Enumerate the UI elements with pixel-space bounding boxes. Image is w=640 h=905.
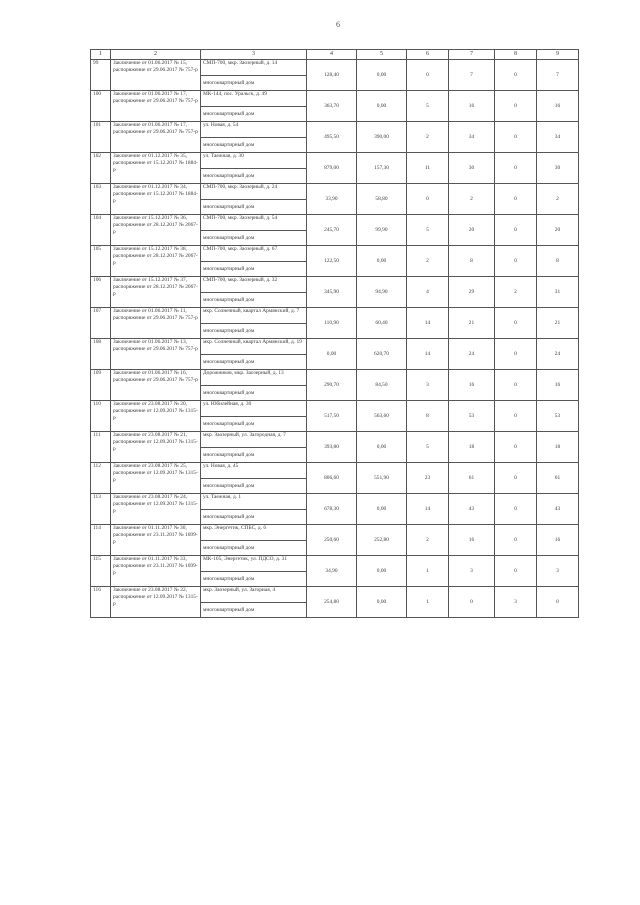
table-row: [91, 556, 579, 572]
value-cell-col-8: 0: [495, 556, 537, 587]
building-type-cell: многоквартирный дом: [201, 169, 307, 184]
value-cell-col-8: 0: [495, 91, 537, 122]
value-cell-col-9: 3: [537, 556, 579, 587]
address-cell: ул. Таежная, д. 30: [201, 153, 307, 169]
value-cell-col-5: 551,90: [357, 463, 407, 494]
building-type-cell: многоквартирный дом: [201, 572, 307, 587]
value-cell-col-9: 53: [537, 401, 579, 432]
header-cell-7: 7: [449, 50, 495, 60]
value-cell-col-9: 34: [537, 122, 579, 153]
document-reference: Заключение от 23.08.2017 № 20, распоряжение от 12.09.2017 № 1315-р: [111, 401, 201, 432]
row-number: 99: [91, 60, 111, 91]
table-row: [91, 60, 579, 76]
value-cell-col-6: 0: [407, 184, 449, 215]
building-type-cell: многоквартирный дом: [201, 386, 307, 401]
value-cell-col-8: 2: [495, 277, 537, 308]
value-cell-col-7: 43: [449, 494, 495, 525]
value-cell-col-9: 16: [537, 91, 579, 122]
row-number: 108: [91, 339, 111, 370]
value-cell-col-4: 34,90: [307, 556, 357, 587]
address-cell: мкр. Солнечный, квартал Армянский, д. 19: [201, 339, 307, 355]
value-cell-col-7: 34: [449, 122, 495, 153]
value-cell-col-9: 18: [537, 432, 579, 463]
value-cell-col-6: 8: [407, 401, 449, 432]
value-cell-col-4: 517,50: [307, 401, 357, 432]
value-cell-col-7: 16: [449, 525, 495, 556]
header-cell-8: 8: [495, 50, 537, 60]
value-cell-col-9: 31: [537, 277, 579, 308]
value-cell-col-7: 29: [449, 277, 495, 308]
document-reference: Заключение от 15.12.2017 № 36, распоряжение от 28.12.2017 № 2067-р: [111, 215, 201, 246]
value-cell-col-7: 61: [449, 463, 495, 494]
value-cell-col-7: 0: [449, 587, 495, 618]
value-cell-col-5: 252,80: [357, 525, 407, 556]
header-row: [91, 50, 579, 60]
value-cell-col-5: 620,70: [357, 339, 407, 370]
table-row: [91, 215, 579, 231]
building-type-cell: многоквартирный дом: [201, 417, 307, 432]
header-cell-9: 9: [537, 50, 579, 60]
value-cell-col-4: 290,70: [307, 370, 357, 401]
value-cell-col-4: 678,30: [307, 494, 357, 525]
header-cell-1: 1: [91, 50, 111, 60]
value-cell-col-4: 393,80: [307, 432, 357, 463]
row-number: 109: [91, 370, 111, 401]
value-cell-col-8: 0: [495, 153, 537, 184]
table-row: [91, 339, 579, 355]
value-cell-col-6: 5: [407, 432, 449, 463]
building-type-cell: многоквартирный дом: [201, 603, 307, 618]
value-cell-col-9: 20: [537, 215, 579, 246]
address-cell: Дорожников, мкр. Заозерный, д. 13: [201, 370, 307, 386]
value-cell-col-7: 2: [449, 184, 495, 215]
row-number: 112: [91, 463, 111, 494]
value-cell-col-6: 14: [407, 308, 449, 339]
table-row: [91, 432, 579, 448]
value-cell-col-7: 3: [449, 556, 495, 587]
value-cell-col-5: 94,90: [357, 277, 407, 308]
value-cell-col-4: 0,00: [307, 339, 357, 370]
address-cell: СМП-700, мкр. Заозерный, д. 24: [201, 184, 307, 200]
row-number: 116: [91, 587, 111, 618]
value-cell-col-8: 0: [495, 525, 537, 556]
table-row: [91, 370, 579, 386]
table-row: [91, 184, 579, 200]
row-number: 106: [91, 277, 111, 308]
table-row: [91, 122, 579, 138]
table-row: [91, 277, 579, 293]
document-reference: Заключение от 01.06.2017 № 17, распоряжение от 29.06.2017 № 757-р: [111, 122, 201, 153]
value-cell-col-7: 7: [449, 60, 495, 91]
address-cell: ул. Новая, д. 45: [201, 463, 307, 479]
value-cell-col-6: 1: [407, 587, 449, 618]
building-type-cell: многоквартирный дом: [201, 76, 307, 91]
value-cell-col-8: 0: [495, 494, 537, 525]
value-cell-col-6: 2: [407, 246, 449, 277]
row-number: 102: [91, 153, 111, 184]
value-cell-col-4: 250,60: [307, 525, 357, 556]
table-row: [91, 525, 579, 541]
page-number: 6: [336, 20, 340, 29]
value-cell-col-4: 495,50: [307, 122, 357, 153]
value-cell-col-6: 2: [407, 525, 449, 556]
value-cell-col-4: 33,90: [307, 184, 357, 215]
value-cell-col-9: 24: [537, 339, 579, 370]
value-cell-col-4: 128,40: [307, 60, 357, 91]
building-type-cell: многоквартирный дом: [201, 324, 307, 339]
address-cell: мкр. Энергетик, СПБС, д. 6: [201, 525, 307, 541]
address-cell: мкр. Заозерный, ул. Загорная, 4: [201, 587, 307, 603]
document-reference: Заключение от 01.06.2017 № 16, распоряжение от 29.06.2017 № 757-р: [111, 370, 201, 401]
building-type-cell: многоквартирный дом: [201, 448, 307, 463]
building-type-cell: многоквартирный дом: [201, 231, 307, 246]
row-number: 111: [91, 432, 111, 463]
table-row: [91, 153, 579, 169]
value-cell-col-9: 21: [537, 308, 579, 339]
table-row: [91, 308, 579, 324]
value-cell-col-4: 363,70: [307, 91, 357, 122]
value-cell-col-5: 0,00: [357, 60, 407, 91]
document-reference: Заключение от 01.12.2017 № 35, распоряжение от 15.12.2017 № 1884-р: [111, 153, 201, 184]
value-cell-col-5: 0,00: [357, 432, 407, 463]
value-cell-col-7: 24: [449, 339, 495, 370]
row-number: 104: [91, 215, 111, 246]
document-reference: Заключение от 23.08.2017 № 25, распоряжение от 12.09.2017 № 1315-р: [111, 463, 201, 494]
document-reference: Заключение от 01.06.2017 № 17, распоряжение от 29.06.2017 № 757-р: [111, 91, 201, 122]
building-type-cell: многоквартирный дом: [201, 293, 307, 308]
value-cell-col-6: 4: [407, 277, 449, 308]
address-cell: МК-105, Энергетик, ул. ПДСО, д. 31: [201, 556, 307, 572]
address-cell: МК-144, пос. Уральск, д. 49: [201, 91, 307, 107]
value-cell-col-7: 30: [449, 153, 495, 184]
value-cell-col-5: 60,40: [357, 308, 407, 339]
building-type-cell: многоквартирный дом: [201, 107, 307, 122]
address-cell: СМП-700, мкр. Заозерный, д. 67: [201, 246, 307, 262]
value-cell-col-6: 14: [407, 339, 449, 370]
value-cell-col-5: 99,90: [357, 215, 407, 246]
table-row: [91, 463, 579, 479]
value-cell-col-7: 20: [449, 215, 495, 246]
value-cell-col-5: 390,00: [357, 122, 407, 153]
value-cell-col-8: 0: [495, 246, 537, 277]
value-cell-col-5: 0,00: [357, 587, 407, 618]
address-cell: ул. Новая, д. 54: [201, 122, 307, 138]
value-cell-col-9: 0: [537, 587, 579, 618]
row-number: 105: [91, 246, 111, 277]
value-cell-col-4: 879,00: [307, 153, 357, 184]
header-cell-6: 6: [407, 50, 449, 60]
building-type-cell: многоквартирный дом: [201, 200, 307, 215]
table-row: [91, 401, 579, 417]
address-cell: СМП-700, мкр. Заозерный, д. 32: [201, 277, 307, 293]
value-cell-col-4: 245,70: [307, 215, 357, 246]
value-cell-col-5: 0,00: [357, 556, 407, 587]
value-cell-col-5: 563,60: [357, 401, 407, 432]
value-cell-col-4: 110,90: [307, 308, 357, 339]
value-cell-col-4: 806,60: [307, 463, 357, 494]
value-cell-col-6: 1: [407, 556, 449, 587]
document-reference: Заключение от 01.06.2017 № 15, распоряжение от 29.06.2017 № 757-р: [111, 60, 201, 91]
value-cell-col-8: 0: [495, 401, 537, 432]
value-cell-col-8: 0: [495, 463, 537, 494]
value-cell-col-8: 0: [495, 184, 537, 215]
header-cell-5: 5: [357, 50, 407, 60]
value-cell-col-9: 8: [537, 246, 579, 277]
value-cell-col-5: 58,80: [357, 184, 407, 215]
table-row: [91, 246, 579, 262]
table-row: [91, 587, 579, 603]
row-number: 114: [91, 525, 111, 556]
building-type-cell: многоквартирный дом: [201, 355, 307, 370]
value-cell-col-7: 21: [449, 308, 495, 339]
document-reference: Заключение от 01.06.2017 № 13, распоряжение от 29.06.2017 № 757-р: [111, 339, 201, 370]
value-cell-col-4: 345,90: [307, 277, 357, 308]
value-cell-col-7: 18: [449, 432, 495, 463]
building-type-cell: многоквартирный дом: [201, 510, 307, 525]
document-reference: Заключение от 01.06.2017 № 11, распоряжение от 29.06.2017 № 757-р: [111, 308, 201, 339]
row-number: 100: [91, 91, 111, 122]
value-cell-col-9: 16: [537, 370, 579, 401]
value-cell-col-9: 30: [537, 153, 579, 184]
row-number: 107: [91, 308, 111, 339]
row-number: 115: [91, 556, 111, 587]
document-reference: Заключение от 01.11.2017 № 33, распоряжение от 23.11.2017 № 1699-р: [111, 556, 201, 587]
address-cell: ул. Таежная, д. 1: [201, 494, 307, 510]
document-reference: Заключение от 23.08.2017 № 22, распоряжение от 12.09.2017 № 1315-р: [111, 587, 201, 618]
register-table: [90, 49, 579, 618]
value-cell-col-4: 122,50: [307, 246, 357, 277]
value-cell-col-8: 0: [495, 215, 537, 246]
value-cell-col-6: 2: [407, 122, 449, 153]
value-cell-col-4: 254,80: [307, 587, 357, 618]
value-cell-col-6: 14: [407, 494, 449, 525]
value-cell-col-8: 0: [495, 122, 537, 153]
value-cell-col-9: 16: [537, 525, 579, 556]
table-row: [91, 494, 579, 510]
document-reference: Заключение от 23.08.2017 № 24, распоряжение от 12.09.2017 № 1315-р: [111, 494, 201, 525]
address-cell: мкр. Солнечный, квартал Армянский, д. 7: [201, 308, 307, 324]
address-cell: ул. Юбилейная, д. 30: [201, 401, 307, 417]
building-type-cell: многоквартирный дом: [201, 479, 307, 494]
value-cell-col-7: 16: [449, 91, 495, 122]
document-reference: Заключение от 01.12.2017 № 34, распоряжение от 15.12.2017 № 1884-р: [111, 184, 201, 215]
header-cell-4: 4: [307, 50, 357, 60]
value-cell-col-8: 0: [495, 339, 537, 370]
header-cell-3: 3: [201, 50, 307, 60]
value-cell-col-6: 5: [407, 215, 449, 246]
table-row: [91, 91, 579, 107]
address-cell: СМП-700, мкр. Заозерный, д. 14: [201, 60, 307, 76]
address-cell: СМП-700, мкр. Заозерный, д. 54: [201, 215, 307, 231]
building-type-cell: многоквартирный дом: [201, 262, 307, 277]
building-type-cell: многоквартирный дом: [201, 541, 307, 556]
value-cell-col-5: 0,00: [357, 246, 407, 277]
value-cell-col-6: 23: [407, 463, 449, 494]
address-cell: мкр. Заозерный, ул. Загородная, д. 7: [201, 432, 307, 448]
document-reference: Заключение от 15.12.2017 № 37, распоряжение от 28.12.2017 № 2067-р: [111, 277, 201, 308]
value-cell-col-9: 61: [537, 463, 579, 494]
row-number: 110: [91, 401, 111, 432]
building-type-cell: многоквартирный дом: [201, 138, 307, 153]
row-number: 103: [91, 184, 111, 215]
value-cell-col-5: 0,00: [357, 91, 407, 122]
value-cell-col-6: 3: [407, 370, 449, 401]
value-cell-col-6: 11: [407, 153, 449, 184]
value-cell-col-6: 0: [407, 60, 449, 91]
value-cell-col-8: 0: [495, 308, 537, 339]
value-cell-col-7: 16: [449, 370, 495, 401]
header-cell-2: 2: [111, 50, 201, 60]
value-cell-col-8: 0: [495, 370, 537, 401]
value-cell-col-8: 0: [495, 60, 537, 91]
value-cell-col-9: 7: [537, 60, 579, 91]
value-cell-col-5: 0,00: [357, 494, 407, 525]
document-reference: Заключение от 23.08.2017 № 21, распоряжение от 12.09.2017 № 1315-р: [111, 432, 201, 463]
document-reference: Заключение от 15.12.2017 № 38, распоряжение от 28.12.2017 № 2067-р: [111, 246, 201, 277]
value-cell-col-7: 53: [449, 401, 495, 432]
value-cell-col-9: 2: [537, 184, 579, 215]
value-cell-col-8: 0: [495, 432, 537, 463]
value-cell-col-8: 3: [495, 587, 537, 618]
value-cell-col-6: 5: [407, 91, 449, 122]
document-reference: Заключение от 01.11.2017 № 30, распоряжение от 23.11.2017 № 1699-р: [111, 525, 201, 556]
value-cell-col-9: 43: [537, 494, 579, 525]
row-number: 101: [91, 122, 111, 153]
value-cell-col-5: 157,30: [357, 153, 407, 184]
value-cell-col-7: 8: [449, 246, 495, 277]
value-cell-col-5: 84,50: [357, 370, 407, 401]
row-number: 113: [91, 494, 111, 525]
